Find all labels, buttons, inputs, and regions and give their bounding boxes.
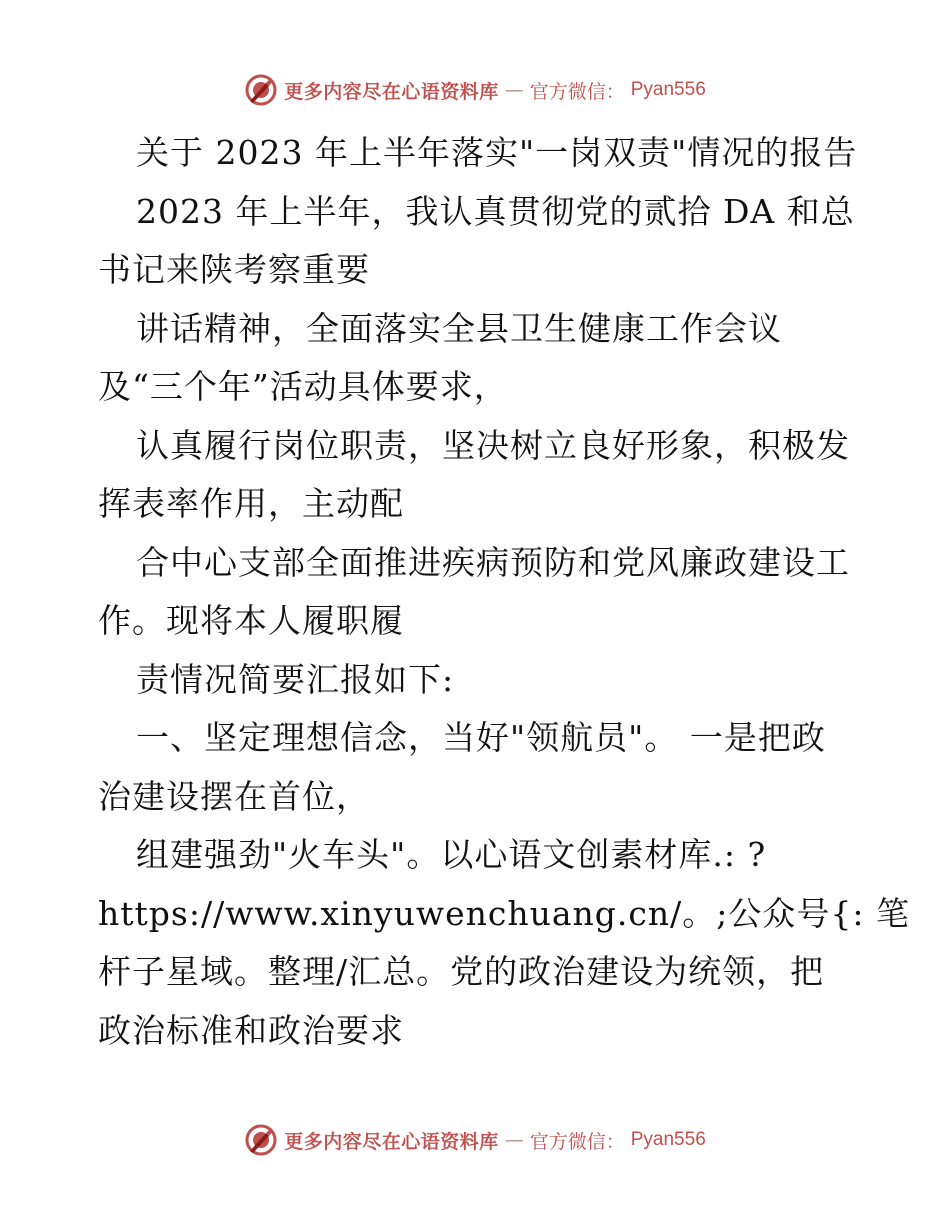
doc-line: 挥表率作用，主动配 xyxy=(98,484,404,523)
doc-line: 认真履行岗位职责，坚决树立良好形象，积极发 xyxy=(136,425,850,465)
footer-banner xyxy=(0,1120,950,1160)
doc-line: 书记来陕考察重要 xyxy=(98,250,370,289)
doc-line: 一、坚定理想信念，当好"领航员"。 一是把政 xyxy=(136,718,826,757)
doc-line: 责情况简要汇报如下: xyxy=(136,659,455,699)
doc-line: 及“三个年”活动具体要求， xyxy=(98,367,508,406)
doc-line: https://www.xinyuwenchuang.cn/。;公众号{: 笔 xyxy=(98,893,910,933)
pen-logo-icon xyxy=(244,1123,278,1157)
doc-line: 组建强劲"火车头"。以心语文创素材库.: ? xyxy=(136,835,767,874)
banner-wechat-label: 官方微信： xyxy=(529,80,625,103)
doc-line: 治建设摆在首位， xyxy=(98,776,370,816)
banner-main-text: 更多内容尽在心语资料库 xyxy=(284,80,499,103)
document-body xyxy=(98,124,910,1060)
banner-wechat-id: Pyan556 xyxy=(630,79,706,100)
doc-line: 杆子星域。整理/汇总。党的政治建设为统领，把 xyxy=(98,952,825,991)
header-banner xyxy=(0,70,950,110)
banner-separator: — xyxy=(504,1129,524,1151)
doc-line: 作。现将本人履职履 xyxy=(98,601,404,640)
doc-line: 关于 2023 年上半年落实"一岗双责"情况的报告 xyxy=(136,133,858,172)
pen-logo-icon xyxy=(244,73,278,107)
banner-wechat-id: Pyan556 xyxy=(630,1129,706,1150)
doc-line: 2023 年上半年，我认真贯彻党的贰拾 DA 和总 xyxy=(136,191,855,231)
doc-line: 合中心支部全面推进疾病预防和党风廉政建设工 xyxy=(136,542,850,582)
banner-separator: — xyxy=(504,79,524,101)
doc-line: 讲话精神，全面落实全县卫生健康工作会议 xyxy=(136,308,782,348)
doc-line: 政治标准和政治要求 xyxy=(98,1010,404,1050)
banner-wechat-label: 官方微信： xyxy=(529,1130,625,1153)
banner-main-text: 更多内容尽在心语资料库 xyxy=(284,1130,499,1153)
